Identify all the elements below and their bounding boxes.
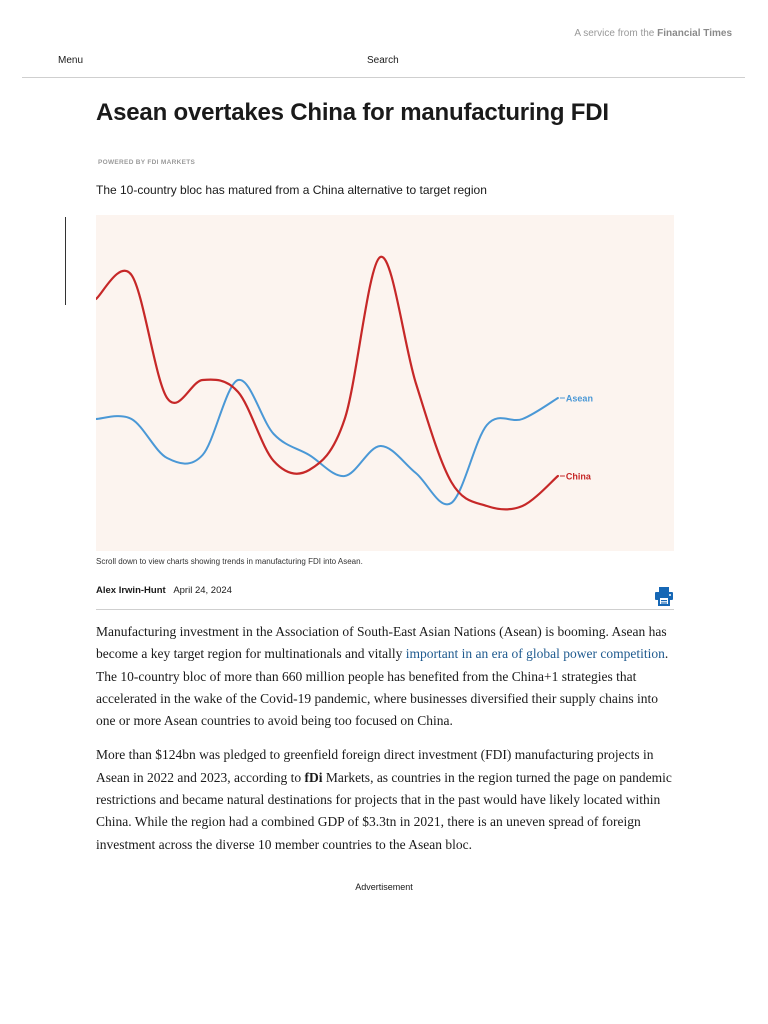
series-label-asean: Asean xyxy=(565,393,593,404)
article-headline: Asean overtakes China for manufacturing FDI xyxy=(96,99,609,126)
print-button[interactable] xyxy=(654,586,674,609)
article-paragraph-2 xyxy=(96,744,676,855)
powered-by-label: POWERED BY FDI MARKETS xyxy=(98,159,196,166)
chart-subtitle: The 10-country bloc has matured from a China alternative to target region xyxy=(96,183,487,197)
search-button[interactable]: Search xyxy=(367,55,399,66)
chart-caption: Scroll down to view charts showing trends in manufacturing FDI into Asean. xyxy=(96,557,363,566)
p1-text-b: . The 10-country bloc of more than 660 million people has benefited from the China+1 strategies that accelerated in the wake of the Covid-19 pandemic, where businesses diversified their supply chains into one or more Asean countries to avoid being too focused on China. xyxy=(96,646,669,729)
ft-service-note xyxy=(574,28,732,39)
series-label-china: China xyxy=(565,471,591,482)
p2-text-b: Markets, as countries in the region turned the page on pandemic restrictions and became natural destinations for projects that in the past would have likely located within China. While the region had a combined GDP of $3.3tn in 2021, there is an uneven spread of foreign investment across the diverse 10 member countries to the Asean bloc. xyxy=(96,769,672,852)
p1-text-a: Manufacturing investment in the Association of South-East Asian Nations (Asean) is booming. Asean has become a key target region for multinationals and vitally xyxy=(96,624,667,662)
series-line-asean xyxy=(96,380,558,505)
article-body xyxy=(96,621,676,868)
top-navigation xyxy=(22,52,745,78)
printer-icon xyxy=(654,586,674,606)
chart-svg xyxy=(96,215,674,551)
p2-text-a: More than $124bn was pledged to greenfield foreign direct investment (FDI) manufacturing projects in Asean in 2022 and 2023, according to xyxy=(96,747,654,785)
global-power-competition-link[interactable]: important in an era of global power competition xyxy=(405,646,665,662)
author-link[interactable]: Alex Irwin-Hunt xyxy=(96,585,166,596)
series-line-china xyxy=(96,257,558,510)
service-brand[interactable]: Financial Times xyxy=(657,28,732,39)
fdi-line-chart xyxy=(96,215,674,551)
scroll-progress-marker xyxy=(65,217,66,305)
service-prefix: A service from the xyxy=(574,28,655,39)
publish-date: April 24, 2024 xyxy=(173,585,232,596)
fdi-brand-name: fDi xyxy=(304,769,323,785)
menu-button[interactable]: Menu xyxy=(58,55,84,66)
article-paragraph-1 xyxy=(96,621,676,732)
byline xyxy=(96,585,674,610)
advertisement-label: Advertisement xyxy=(355,882,413,892)
